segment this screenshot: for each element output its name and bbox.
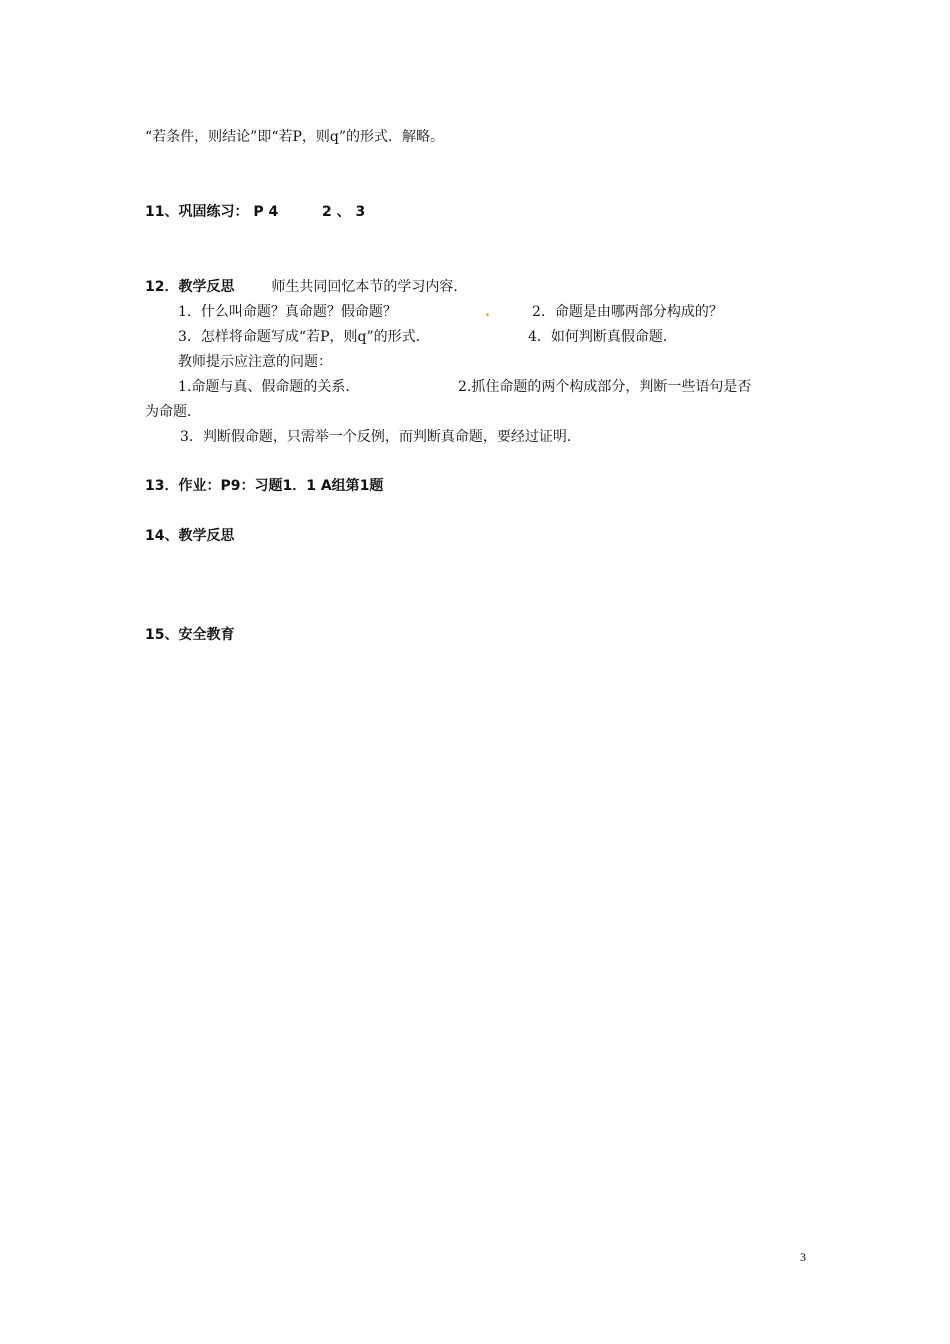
- page-number: 3: [800, 1250, 806, 1264]
- section-11-page-ref: P 4: [253, 204, 279, 220]
- section-12-note2-continued: 为命题．: [145, 404, 201, 420]
- section-12-note2: 2.抓住命题的两个构成部分，判断一些语句是否: [458, 379, 752, 395]
- section-14-heading: 14、教学反思: [145, 528, 235, 544]
- section-11-heading: 11、巩固练习：: [145, 204, 249, 220]
- section-12-heading: 12．教学反思: [145, 279, 235, 295]
- section-12-q4: 4．如何判断真假命题．: [528, 329, 677, 345]
- section-12-notes-title: 教师提示应注意的问题：: [178, 354, 332, 370]
- section-12-q3: 3．怎样将命题写成“若P，则q”的形式．: [178, 329, 430, 345]
- section-12-q2: 2．命题是由哪两部分构成的？: [532, 304, 723, 320]
- section-12-note3: 3．判断假命题，只需举一个反例，而判断真命题，要经过证明．: [180, 429, 581, 445]
- section-12-title-row: [145, 278, 467, 296]
- intro-line: “若条件，则结论”即“若P，则q”的形式．解略。: [145, 129, 445, 145]
- section-12-lead: 师生共同回忆本节的学习内容．: [271, 279, 468, 295]
- section-12-note1: 1.命题与真、假命题的关系．: [178, 379, 360, 395]
- section-12-q1: 1．什么叫命题？真命题？假命题？: [178, 304, 397, 320]
- section-13-heading: 13．作业：P9：习题1．1 A组第1题: [145, 478, 384, 494]
- section-15-heading: 15、安全教育: [145, 627, 235, 643]
- section-11-items: 2 、 3: [322, 204, 366, 220]
- section-11: [145, 203, 365, 221]
- section-12-q1-mark: .: [485, 304, 490, 320]
